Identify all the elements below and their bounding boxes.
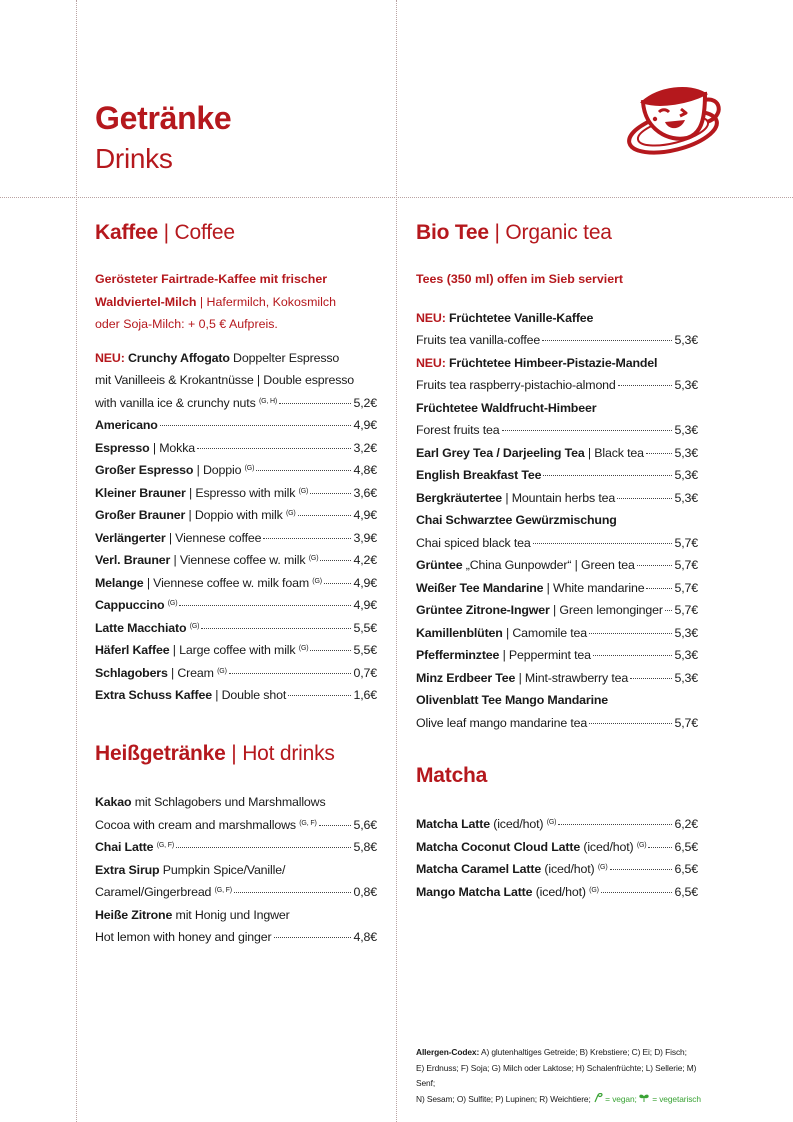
menu-item-melange: Melange | Viennese coffee w. milk foam $^{(G)}$ 4,9€ <box>95 572 377 595</box>
heiss-title: Heißgetränke | Hot drinks <box>95 742 335 765</box>
menu-item-waldfrucht: Früchtetee Waldfrucht-Himbeer <box>416 400 597 415</box>
price: 0,7€ <box>353 665 377 680</box>
menu-item-gru-ntee: Grüntee „China Gunpowder“ | Green tea 5,7€ <box>416 554 698 577</box>
menu-item-neu-himbeer: NEU: Früchtetee Himbeer-Pistazie-Mandel <box>416 355 658 370</box>
menu-item-extra-sirup-price-row: Caramel/Gingerbread $^{(G, F)}$ 0,8€ <box>95 885 377 899</box>
price: 3,6€ <box>353 485 377 500</box>
menu-item-matcha-caramel-latte: Matcha Caramel Latte (iced/hot) $^{(G)}$ 6,5€ <box>416 858 698 881</box>
menu-item-kakao: Kakao mit Schlagobers und Marshmallows <box>95 795 326 809</box>
matcha-section <box>416 763 698 903</box>
price: 5,3€ <box>674 625 698 640</box>
matcha-title: Matcha <box>416 764 488 787</box>
price: 3,9€ <box>353 530 377 545</box>
menu-item-latte-macchiato: Latte Macchiato $^{(G)}$ 5,5€ <box>95 617 377 640</box>
price: 5,3€ <box>674 468 698 482</box>
menu-item-gro-er-brauner: Großer Brauner | Doppio with milk $^{(G)}$ 4,9€ <box>95 504 377 527</box>
menu-item-heisse-zitrone: Heiße Zitrone mit Honig und Ingwer <box>95 907 290 922</box>
price: 6,5€ <box>674 862 698 876</box>
price: 5,7€ <box>674 558 698 572</box>
price: 4,9€ <box>353 575 377 590</box>
menu-item-wei-er-tee-mandarine: Weißer Tee Mandarine | White mandarine 5,7€ <box>416 577 698 600</box>
menu-item-cappuccino: Cappuccino $^{(G)}$ 4,9€ <box>95 594 377 617</box>
header-divider <box>0 197 793 198</box>
kaffee-list <box>95 347 377 707</box>
menu-item-kleiner-brauner: Kleiner Brauner | Espresso with milk $^{(G)}$ 3,6€ <box>95 482 377 505</box>
price: 1,6€ <box>353 688 377 702</box>
price: 4,9€ <box>353 508 377 522</box>
price: 6,5€ <box>674 839 698 854</box>
heissgetraenke-section <box>95 741 377 949</box>
menu-item-matcha-coconut-cloud-latte: Matcha Coconut Cloud Latte (iced/hot) $^{(G)}$ 6,5€ <box>416 836 698 859</box>
price: 6,2€ <box>674 817 698 831</box>
page-title: Getränke <box>95 100 232 136</box>
menu-item-heisse-zitrone-price-row: Hot lemon with honey and ginger 4,8€ <box>95 930 377 944</box>
menu-item-extra-schuss-kaffee: Extra Schuss Kaffee | Double shot 1,6€ <box>95 684 377 707</box>
menu-item-pfefferminztee: Pfefferminztee | Peppermint tea 5,3€ <box>416 644 698 667</box>
price: 4,8€ <box>353 463 377 477</box>
price: 5,5€ <box>353 620 377 635</box>
biotee-intro: Tees (350 ml) offen im Sieb serviert <box>416 272 624 286</box>
leaf-vegan-icon <box>593 1094 605 1104</box>
price: 5,7€ <box>674 580 698 595</box>
price: 5,3€ <box>674 670 698 685</box>
leaves-vegetarian-icon <box>639 1094 652 1104</box>
price: 4,2€ <box>353 553 377 567</box>
menu-item-waldfrucht-price-row: Forest fruits tea 5,3€ <box>416 423 698 437</box>
menu-item-neu-himbeer-price-row: Fruits tea raspberry-pistachio-almond 5,3€ <box>416 378 698 392</box>
menu-item-extra-sirup: Extra Sirup Pumpkin Spice/Vanille/ <box>95 862 286 877</box>
menu-item-chai-schwarztee-price-row: Chai spiced black tea 5,7€ <box>416 535 698 550</box>
menu-item-gro-er-espresso: Großer Espresso | Doppio $^{(G)}$ 4,8€ <box>95 459 377 482</box>
page-subtitle: Drinks <box>95 143 173 174</box>
menu-item-gru-ntee-zitrone-ingwer: Grüntee Zitrone-Ingwer | Green lemonginger 5,7€ <box>416 599 698 622</box>
coffee-cup-face-icon <box>625 72 730 162</box>
biotee-title: Bio Tee | Organic tea <box>416 221 612 244</box>
price: 4,9€ <box>353 418 377 432</box>
kaffee-intro: Gerösteter Fairtrade-Kaffee mit frischer Waldviertel-Milch | Hafermilch, Kokosmilch oder Soja-Milch: + 0,5 € Aufpreis. <box>95 272 336 331</box>
menu-item-chai-latte: Chai Latte $^{(G, F)}$ 5,8€ <box>95 840 377 854</box>
menu-item-neu-vanille-kaffee: NEU: Früchtetee Vanille-Kaffee <box>416 310 594 325</box>
menu-item-olivenblatt-price-row: Olive leaf mango mandarine tea 5,7€ <box>416 715 698 730</box>
margin-guide-left <box>76 0 77 1122</box>
price: 5,3€ <box>674 648 698 662</box>
menu-item-ha-ferl-kaffee: Häferl Kaffee | Large coffee with milk $^{(G)}$ 5,5€ <box>95 639 377 662</box>
menu-item-affogato-line1: NEU: Crunchy Affogato Doppelter Espresso <box>95 350 340 365</box>
menu-item-mango-matcha-latte: Mango Matcha Latte (iced/hot) $^{(G)}$ 6,5€ <box>416 881 698 904</box>
menu-item-verl-brauner: Verl. Brauner | Viennese coffee w. milk $^{(G)}$ 4,2€ <box>95 549 377 572</box>
price: 3,2€ <box>353 440 377 455</box>
price: 5,2€ <box>353 395 377 410</box>
menu-item-chai-schwarztee: Chai Schwarztee Gewürzmischung <box>416 513 617 527</box>
price: 5,3€ <box>674 490 698 505</box>
price: 6,5€ <box>674 884 698 899</box>
price: 5,3€ <box>674 445 698 460</box>
allergen-legend: Allergen-Codex: A) glutenhaltiges Getreide; B) Krebstiere; C) Ei; D) Fisch; E) Erdnuss; F) Soja; G) Milch oder Laktose; H) Schalenfrüchte; L) Sellerie; M) Senf; N) Sesam; O) Sulfite; P) Lupinen; R) Weichtiere; = vegan; = vegetarisch <box>416 1047 701 1104</box>
price: 5,7€ <box>674 603 698 617</box>
column-divider <box>396 0 397 1122</box>
menu-item-affogato-line2: mit Vanilleeis & Krokantnüsse | Double espresso <box>95 373 355 387</box>
menu-item-espresso: Espresso | Mokka 3,2€ <box>95 437 377 460</box>
menu-item-minz-erdbeer-tee: Minz Erdbeer Tee | Mint-strawberry tea 5,3€ <box>416 667 698 690</box>
menu-item-verla-ngerter: Verlängerter | Viennese coffee 3,9€ <box>95 527 377 550</box>
menu-item-bergkra-utertee: Bergkräutertee | Mountain herbs tea 5,3€ <box>416 487 698 510</box>
menu-item-matcha-latte: Matcha Latte (iced/hot) $^{(G)}$ 6,2€ <box>416 813 698 836</box>
menu-item-schlagobers: Schlagobers | Cream $^{(G)}$ 0,7€ <box>95 662 377 685</box>
kaffee-section <box>95 220 377 707</box>
kaffee-title: Kaffee | Coffee <box>95 221 235 244</box>
menu-item-neu-vanille-kaffee-price-row: Fruits tea vanilla-coffee 5,3€ <box>416 333 698 347</box>
menu-item-americano: Americano 4,9€ <box>95 414 377 437</box>
menu-item-kamillenblu-ten: Kamillenblüten | Camomile tea 5,3€ <box>416 622 698 645</box>
menu-item-olivenblatt: Olivenblatt Tee Mango Mandarine <box>416 693 609 707</box>
price: 5,5€ <box>353 643 377 657</box>
menu-item-kakao-price-row: Cocoa with cream and marshmallows $^{(G, F)}$ 5,6€ <box>95 817 377 832</box>
price: 4,9€ <box>353 598 377 612</box>
biotee-section <box>416 220 698 734</box>
menu-item-english-breakfast-tee: English Breakfast Tee 5,3€ <box>416 464 698 487</box>
menu-item-affogato-price-row: with vanilla ice & crunchy nuts $^{(G, H)}$ 5,2€ <box>95 392 377 415</box>
menu-item-earl-grey-tea-darjeeling-tea: Earl Grey Tea / Darjeeling Tea | Black tea 5,3€ <box>416 442 698 465</box>
